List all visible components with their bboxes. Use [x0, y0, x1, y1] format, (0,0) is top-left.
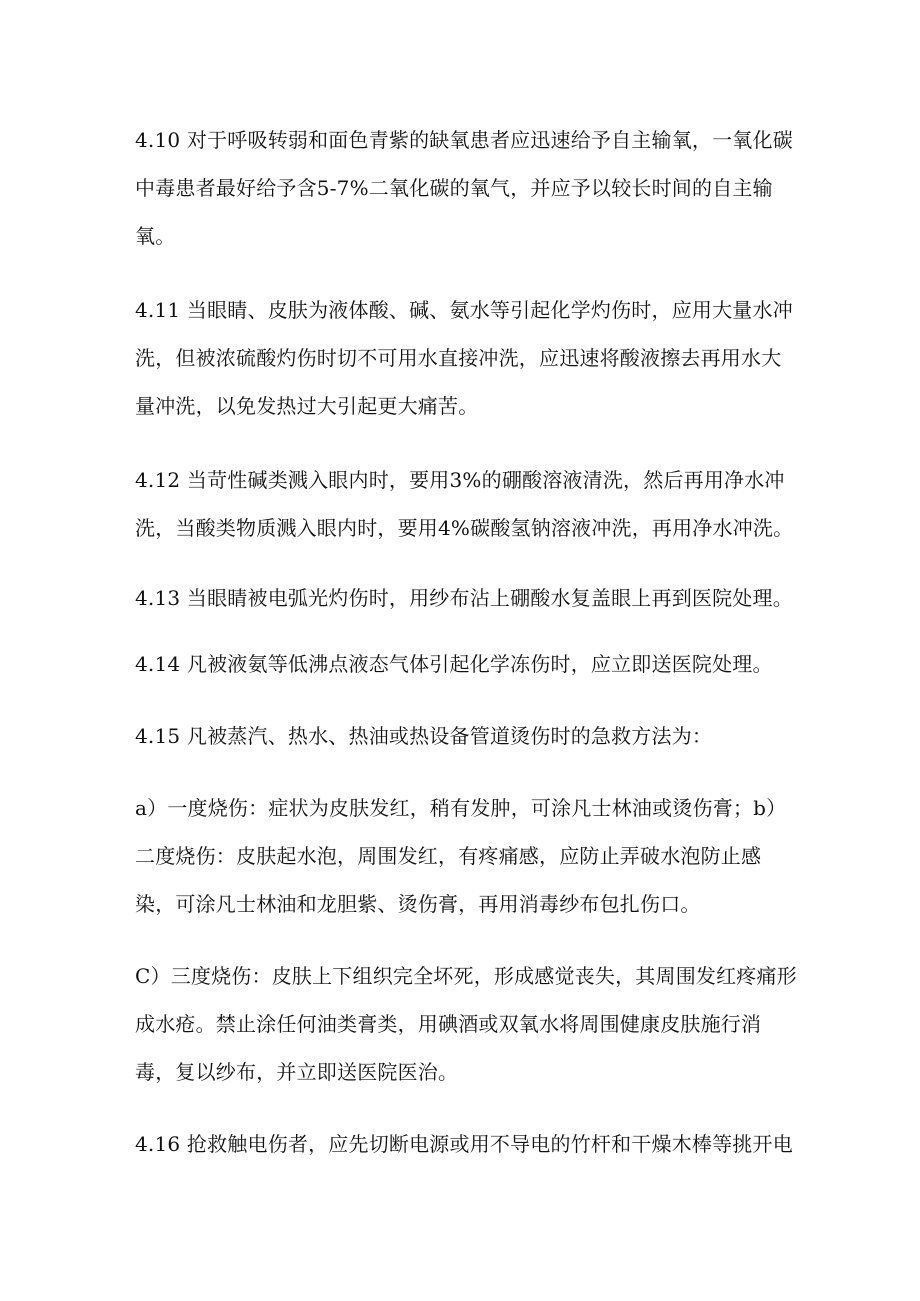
paragraph-burn-degree-1-2: a）一度烧伤：症状为皮肤发红，稍有发肿，可涂凡士林油或烫伤膏；b）二度烧伤：皮肤起水泡，周围发红，有疼痛感，应防止弄破水泡防止感染，可涂凡士林油和龙胆紫、烫伤膏，再用消毒纱布包扎伤口。: [135, 796, 787, 916]
paragraph-4-10: 4.10 对于呼吸转弱和面色青紫的缺氧患者应迅速给予自主输氧，一氧化碳中毒患者最好给予含5-7%二氧化碳的氧气，并应予以较长时间的自主输氧。: [135, 128, 793, 248]
paragraph-4-16: 4.16 抢救触电伤者，应先切断电源或用不导电的竹杆和干燥木棒等挑开电: [135, 1132, 793, 1156]
paragraph-4-12: 4.12 当苛性碱类溅入眼内时，要用3%的硼酸溶液清洗，然后再用净水冲洗，当酸类物质溅入眼内时，要用4%碳酸氢钠溶液冲洗，再用净水冲洗。: [135, 468, 794, 540]
paragraph-burn-degree-3: C）三度烧伤：皮肤上下组织完全坏死，形成感觉丧失，其周围发红疼痛形成水疮。禁止涂任何油类膏类，用碘酒或双氧水将周围健康皮肤施行消毒，复以纱布，并立即送医院医治。: [135, 964, 797, 1084]
paragraph-4-11: 4.11 当眼睛、皮肤为液体酸、碱、氨水等引起化学灼伤时，应用大量水冲洗，但被浓硫酸灼伤时切不可用水直接冲洗，应迅速将酸液擦去再用水大量冲洗，以免发热过大引起更大痛苦。: [135, 298, 793, 418]
paragraph-4-15: 4.15 凡被蒸汽、热水、热油或热设备管道烫伤时的急救方法为：: [135, 724, 713, 748]
paragraph-4-13: 4.13 当眼睛被电弧光灼伤时，用纱布沾上硼酸水复盖眼上再到医院处理。: [135, 586, 793, 610]
paragraph-4-14: 4.14 凡被液氨等低沸点液态气体引起化学冻伤时，应立即送医院处理。: [135, 652, 773, 676]
